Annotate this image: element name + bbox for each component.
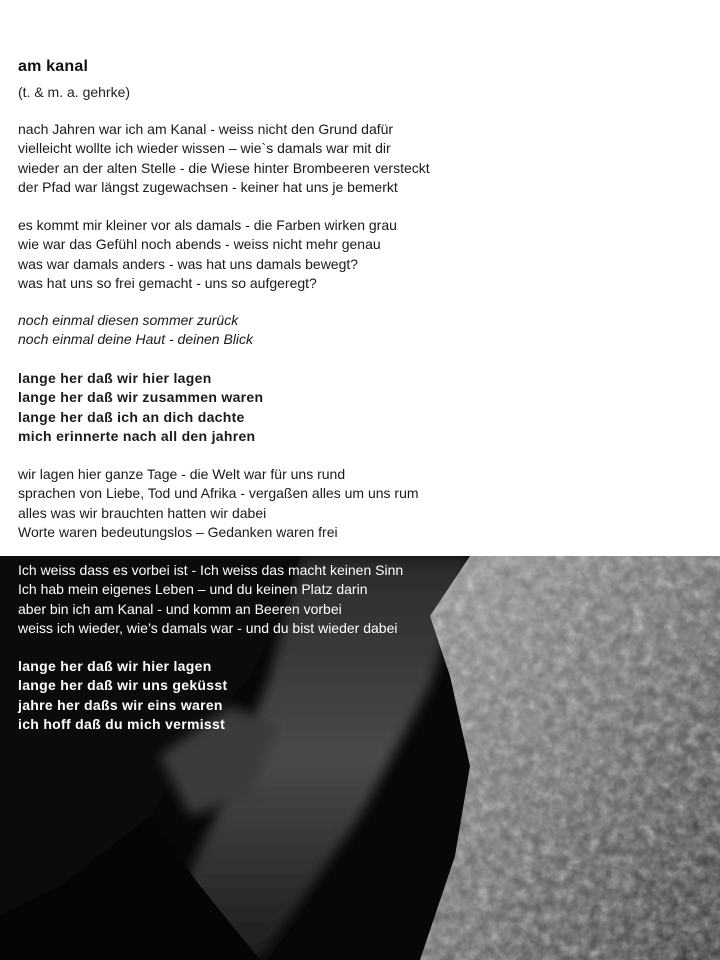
poem-line: was war damals anders - was hat uns damals bewegt? <box>18 255 359 272</box>
poem-line: sprachen von Liebe, Tod und Afrika - vergaßen alles um uns rum <box>18 485 419 502</box>
stanza-refrain-italic <box>18 311 253 350</box>
poem-line: jahre her daßs wir eins waren <box>18 696 223 713</box>
poem-title: am kanal <box>18 58 89 75</box>
poem-line: lange her daß wir zusammen waren <box>18 389 264 406</box>
poem-line: Ich hab mein eigenes Leben – und du keinen Platz darin <box>18 581 368 598</box>
poem-line: lange her daß wir hier lagen <box>18 658 212 674</box>
stanza-1 <box>18 120 430 198</box>
poem-line: Worte waren bedeutungslos – Gedanken waren frei <box>18 524 338 541</box>
stanza-4 <box>18 561 403 639</box>
poem-line: mich erinnerte nach all den jahren <box>18 428 256 445</box>
poem-line: lange her daß ich an dich dachte <box>18 408 245 425</box>
poem-line: alles was wir brauchten hatten wir dabei <box>18 504 267 521</box>
stanza-3 <box>18 465 419 543</box>
poem-line: weiss ich wieder, wie’s damals war - und du bist wieder dabei <box>18 620 398 637</box>
poem-line: noch einmal deine Haut - deinen Blick <box>18 331 254 348</box>
poem-line: wieder an der alten Stelle - die Wiese hinter Brombeeren versteckt <box>18 159 430 176</box>
stanza-2 <box>18 216 397 294</box>
poem-line: nach Jahren war ich am Kanal - weiss nicht den Grund dafür <box>18 121 394 137</box>
poem-line: wir lagen hier ganze Tage - die Welt war für uns rund <box>18 466 346 482</box>
poem-line: der Pfad war längst zugewachsen - keiner hat uns je bemerkt <box>18 179 398 196</box>
poem-line: es kommt mir kleiner vor als damals - die Farben wirken grau <box>18 217 397 233</box>
stanza-chorus-1 <box>18 369 263 447</box>
poem-line: noch einmal diesen sommer zurück <box>18 312 239 328</box>
poem-line: Ich weiss dass es vorbei ist - Ich weiss das macht keinen Sinn <box>18 562 404 578</box>
poem-line: was hat uns so frei gemacht - uns so aufgeregt? <box>18 275 317 292</box>
stanza-chorus-2 <box>18 657 227 735</box>
poem-line: ich hoff daß du mich vermisst <box>18 716 226 733</box>
poem-line: lange her daß wir uns geküsst <box>18 677 228 694</box>
poem-line: vielleicht wollte ich wieder wissen – wie`s damals war mit dir <box>18 140 391 157</box>
poem-line: wie war das Gefühl noch abends - weiss nicht mehr genau <box>18 236 381 253</box>
poem-authors: (t. & m. a. gehrke) <box>18 84 131 100</box>
poem-line: aber bin ich am Kanal - und komm an Beeren vorbei <box>18 600 342 617</box>
poem-line: lange her daß wir hier lagen <box>18 370 212 386</box>
